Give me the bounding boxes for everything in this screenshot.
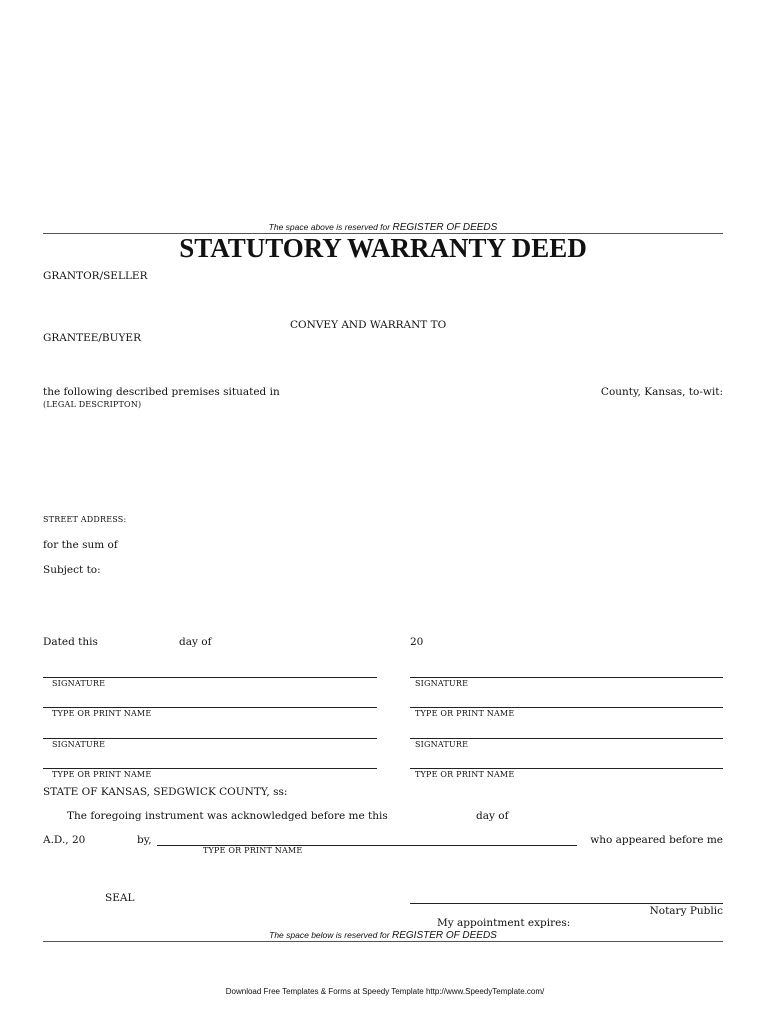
print-name-label: TYPE OR PRINT NAME <box>52 709 152 718</box>
grantor-label: GRANTOR/SELLER <box>43 270 148 282</box>
print-name-line[interactable] <box>410 707 723 708</box>
print-name-label: TYPE OR PRINT NAME <box>52 770 152 779</box>
print-name-line[interactable] <box>43 707 377 708</box>
signature-line[interactable] <box>43 677 377 678</box>
header-note-emphasis: REGISTER OF DEEDS <box>392 222 498 233</box>
print-name-line[interactable] <box>410 768 723 769</box>
print-name-line[interactable] <box>43 768 377 769</box>
print-name-label: TYPE OR PRINT NAME <box>415 770 515 779</box>
grantee-label: GRANTEE/BUYER <box>43 332 142 344</box>
county-text: County, Kansas, to-wit: <box>600 386 723 398</box>
page-title: STATUTORY WARRANTY DEED <box>179 233 587 263</box>
dated-year: 20 <box>410 636 424 648</box>
street-address-label: STREET ADDRESS: <box>43 515 127 524</box>
notary-state-line: STATE OF KANSAS, SEDGWICK COUNTY, ss: <box>43 786 288 798</box>
header-note-prefix: The space above is reserved for <box>268 222 391 232</box>
appointment-expires: My appointment expires: <box>437 917 571 929</box>
signature-label: SIGNATURE <box>52 679 106 688</box>
signature-label: SIGNATURE <box>415 740 469 749</box>
footer-note-prefix: The space below is reserved for <box>269 930 390 940</box>
legal-description-label: (LEGAL DESCRIPTON) <box>43 400 142 409</box>
notary-day-of: day of <box>476 810 509 822</box>
signature-line[interactable] <box>410 738 723 739</box>
notary-print-name-label: TYPE OR PRINT NAME <box>203 846 303 855</box>
print-name-label: TYPE OR PRINT NAME <box>415 709 515 718</box>
premises-text: the following described premises situated in <box>43 386 280 398</box>
signature-line[interactable] <box>410 677 723 678</box>
notary-by: by, <box>137 834 152 846</box>
dated-day-of: day of <box>179 636 212 648</box>
signature-label: SIGNATURE <box>52 740 106 749</box>
notary-acknowledged: The foregoing instrument was acknowledged before me this <box>67 810 388 822</box>
notary-public-label: Notary Public <box>649 905 723 917</box>
seal-label: SEAL <box>105 892 135 904</box>
footer-link[interactable]: Download Free Templates & Forms at Speedy Template http://www.SpeedyTemplate.com/ <box>225 987 545 996</box>
signature-line[interactable] <box>43 738 377 739</box>
subject-label: Subject to: <box>43 564 101 576</box>
dated-this: Dated this <box>43 636 98 648</box>
notary-appeared: who appeared before me <box>590 834 723 846</box>
sum-label: for the sum of <box>43 539 118 551</box>
convey-text: CONVEY AND WARRANT TO <box>290 319 447 331</box>
footer-note <box>43 930 723 941</box>
notary-ad-year: A.D., 20 <box>43 834 86 846</box>
footer-note-emphasis: REGISTER OF DEEDS <box>392 930 497 941</box>
bottom-divider <box>43 941 723 942</box>
signature-label: SIGNATURE <box>415 679 469 688</box>
